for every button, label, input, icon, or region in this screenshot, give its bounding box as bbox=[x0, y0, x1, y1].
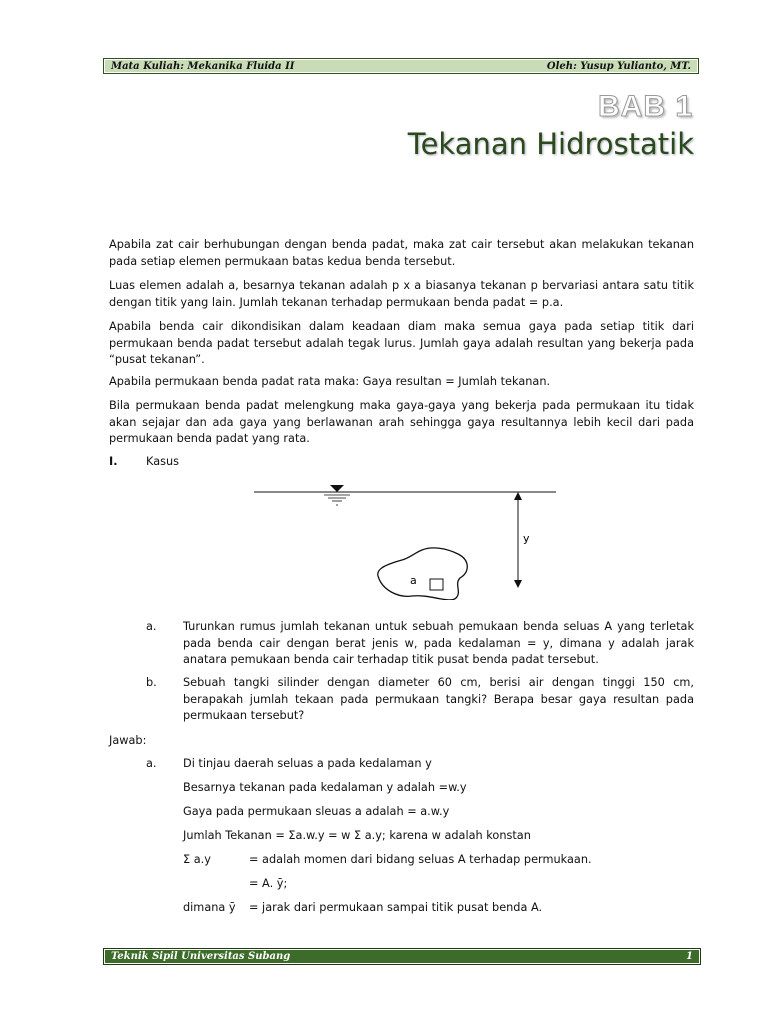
answer-heading: Jawab: bbox=[109, 734, 147, 747]
page-header bbox=[103, 58, 699, 74]
paragraph: Bila permukaan benda padat melengkung maka gaya-gaya yang bekerja pada permukaan itu tidak akan sejajar dan ada gaya yang berlawanan arah sehingga gaya resultannya lebih kecil dari pada permukaan benda padat yang rata. bbox=[109, 399, 694, 445]
course-name: Mata Kuliah: Mekanika Fluida II bbox=[111, 60, 295, 72]
where-term: dimana ȳ bbox=[183, 901, 236, 914]
page-number: 1 bbox=[686, 951, 693, 962]
sum-term: Σ a.y bbox=[183, 853, 211, 866]
question-label: b. bbox=[146, 676, 157, 689]
area-label: a bbox=[410, 574, 417, 587]
paragraph: Apabila zat cair berhubungan dengan benda padat, maka zat cair tersebut akan melakukan tekanan pada setiap elemen permukaan batas kedua benda tersebut. bbox=[109, 238, 694, 268]
page-footer bbox=[103, 948, 701, 965]
paragraph: Apabila benda cair dikondisikan dalam keadaan diam maka semua gaya pada setiap titik dari permukaan benda padat tersebut adalah tegak lurus. Jumlah gaya adalah resultan yang bekerja pada “pusat tekanan”. bbox=[109, 320, 694, 366]
depth-label: y bbox=[523, 532, 530, 545]
hydrostatic-diagram bbox=[250, 480, 560, 600]
sum-description: = adalah momen dari bidang seluas A terhadap permukaan. bbox=[249, 853, 592, 866]
author-name: Oleh: Yusup Yulianto, MT. bbox=[546, 60, 691, 72]
question-text: Turunkan rumus jumlah tekanan untuk sebuah pemukaan benda seluas A yang terletak pada benda cair dengan berat jenis w, pada kedalaman = y, dimana y adalah jarak anatara pemukaan benda cair terhadap titik pusat benda padat tersebut. bbox=[183, 620, 694, 666]
depth-arrow bbox=[514, 492, 522, 588]
question-label: a. bbox=[146, 620, 157, 633]
area-element bbox=[430, 579, 443, 590]
answer-line: Gaya pada permukaan sleuas a adalah = a.w.y bbox=[183, 805, 450, 818]
paragraph: Luas elemen adalah a, besarnya tekanan adalah p x a biasanya tekanan p bervariasi antara satu titik dengan titik yang lain. Jumlah tekanan terhadap permukaan benda padat = p.a. bbox=[109, 279, 694, 309]
answer-line: Jumlah Tekanan = Σa.w.y = w Σ a.y; karena w adalah konstan bbox=[183, 829, 531, 842]
water-level-icon bbox=[324, 485, 350, 506]
question-text: Sebuah tangki silinder dengan diameter 60 cm, berisi air dengan tinggi 150 cm, berapakah jumlah tekaan pada permukaan tangki? Berapa besar gaya resultan pada permukaan tersebut? bbox=[183, 676, 694, 722]
submerged-body-outline bbox=[378, 548, 467, 600]
section-title: Kasus bbox=[146, 455, 180, 468]
where-description: = jarak dari permukaan sampai titik pusat benda A. bbox=[249, 901, 543, 914]
answer-line: Di tinjau daerah seluas a pada kedalaman y bbox=[183, 757, 432, 770]
sum-equation: = A. ȳ; bbox=[249, 877, 288, 890]
answer-line: Besarnya tekanan pada kedalaman y adalah =w.y bbox=[183, 781, 467, 794]
chapter-title: Tekanan Hidrostatik bbox=[407, 127, 694, 161]
chapter-number: BAB 1 bbox=[597, 90, 693, 123]
institution-name: Teknik Sipil Universitas Subang bbox=[111, 951, 291, 962]
paragraph: Apabila permukaan benda padat rata maka: Gaya resultan = Jumlah tekanan. bbox=[109, 375, 551, 388]
answer-label: a. bbox=[146, 757, 157, 770]
section-number: I. bbox=[109, 455, 118, 468]
